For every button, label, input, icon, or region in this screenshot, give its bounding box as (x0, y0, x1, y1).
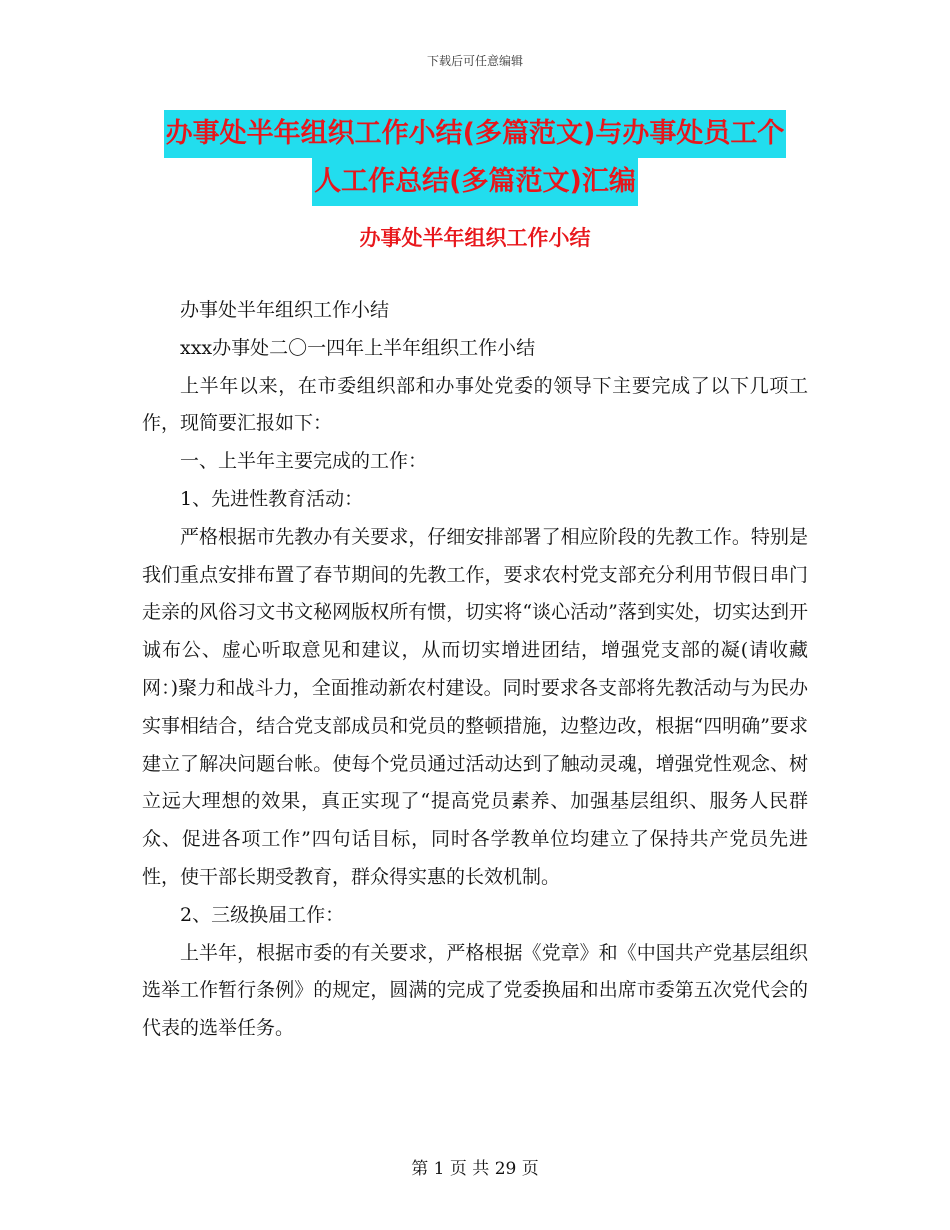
page-number: 第 1 页 共 29 页 (411, 1159, 539, 1179)
paragraph-subheading-1: 1、先进性教育活动： (180, 487, 364, 510)
document-title-line-2: 人工作总结(多篇范文)汇编 (312, 158, 638, 206)
paragraph-education: 严格根据市先教办有关要求，仔细安排部署了相应阶段的先教工作。特别是我们重点安排布置了春节期间的先教工作，要求农村党支部充分利用节假日串门走亲的风俗习文书文秘网版权所有惯，切实将“谈心活动”落到实处，切实达到开诚布公、虚心听取意见和建议，从而切实增进团结，增强党支部的凝(请收藏 网：)聚力和战斗力，全面推动新农村建设。同时要求各支部将先教活动与为民办实事相结合，结合党支部成员和党员的整顿措施，边整边改，根据“四明确”要求建立了解决问题台帐。使每个党员通过活动达到了触动灵魂，增强党性观念、树立远大理想的效果，真正实现了“提高党员素养、加强基层组织、服务人民群众、促进各项工作”四句话目标，同时各学教单位均建立了保持共产党员先进性，使干部长期受教育，群众得实惠的长效机制。 (142, 525, 808, 888)
section-title: 办事处半年组织工作小结 (359, 226, 591, 250)
document-title (0, 110, 950, 206)
paragraph-election: 上半年，根据市委的有关要求，严格根据《党章》和《中国共产党基层组织选举工作暂行条例》的规定，圆满的完成了党委换届和出席市委第五次党代会的代表的选举任务。 (142, 941, 808, 1040)
paragraph-subtitle: 办事处半年组织工作小结 (180, 299, 390, 321)
document-title-line-1: 办事处半年组织工作小结(多篇范文)与办事处员工个 (164, 110, 787, 158)
paragraph-intro: 上半年以来，在市委组织部和办事处党委的领导下主要完成了以下几项工作，现简要汇报如下： (142, 374, 808, 435)
paragraph-subheading-2: 2、三级换届工作： (180, 903, 345, 926)
document-body (142, 292, 808, 1048)
header-note: 下载后可任意编辑 (426, 54, 523, 68)
paragraph-heading-1: 一、上半年主要完成的工作： (180, 450, 428, 473)
paragraph-report-title: xxx办事处二〇一四年上半年组织工作小结 (180, 336, 536, 359)
